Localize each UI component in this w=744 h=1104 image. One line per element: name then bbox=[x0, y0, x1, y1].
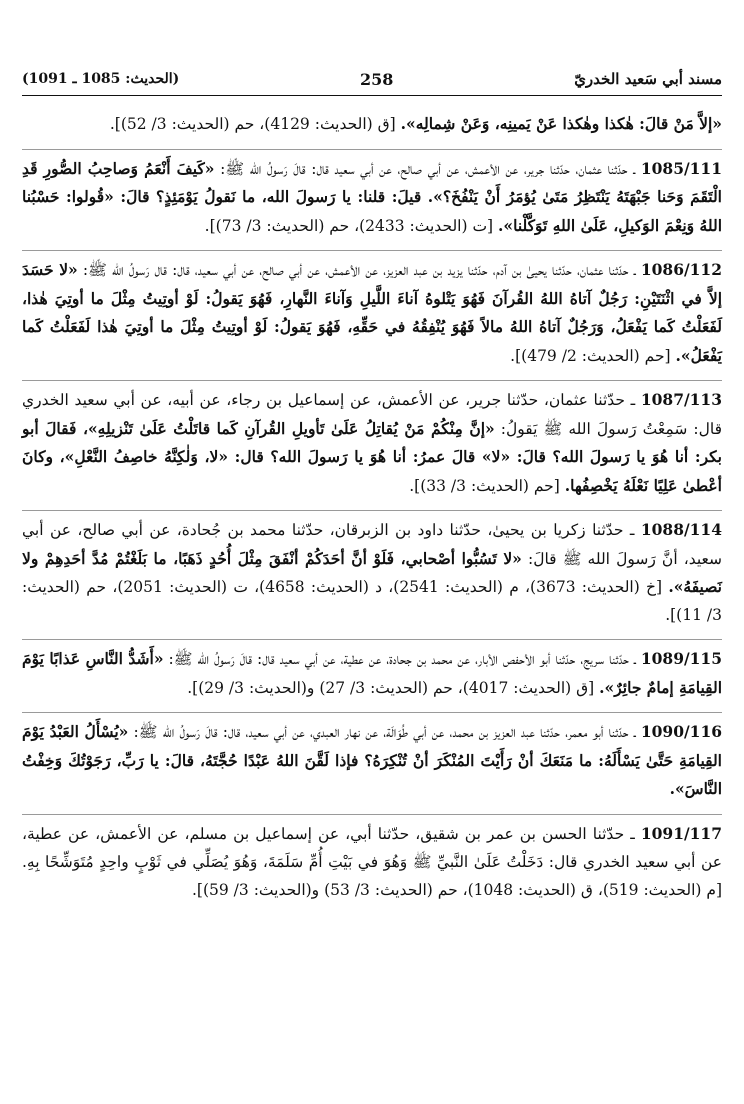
hadith-references: [ق (الحديث: 4129)، حم (الحديث: 3/ 52)]. bbox=[109, 115, 401, 133]
hadith-isnad: ـ حدّثنا عثمان، حدّثنا جرير، عن الأعمش، عن أبي صالح، عن أبي سعيد قال: قالَ رَسولُ الله ﷺ: bbox=[214, 159, 641, 178]
hadith-number: 1086/112 bbox=[640, 260, 722, 279]
hadith-isnad: ـ حدّثنا عثمان، حدّثنا يحيىٰ بن آدم، حدّثنا يزيد بن عبد العزيز، عن الأعمش، عن أبي صالح، عن أبي سعيد، قال: قال رَسولُ الله ﷺ: bbox=[77, 261, 641, 279]
hadith-references: [ت (الحديث: 2433)، حم (الحديث: 3/ 73)]. bbox=[204, 216, 499, 235]
hadith-text: «أَشَدُّ النَّاسِ عَذابًا يَوْمَ القِيامَةِ إمامٌ جائِرٌ». bbox=[22, 649, 722, 697]
hadith-isnad: ـ حدّثنا الحسن بن عمر بن شقيق، حدّثنا أبي، عن إسماعيل بن مسلم، عن الأعمش، عن عطية، عن أبي سعيد الخدري قال: دَخَلْتُ عَلَىٰ النَّبيِّ ﷺ وَهُوَ في بَيْتِ أُمِّ سَلَمَةَ، وَهُوَ يُصَلِّي في ثَوْبٍ واحِدٍ مُتَوَشِّحًا بِهِ. bbox=[22, 824, 722, 871]
hadith-entry bbox=[22, 713, 722, 815]
hadith-entry bbox=[22, 150, 722, 252]
hadith-isnad: ـ حدّثنا سريج، حدّثنا أبو الأحفص الأبار، عن محمد بن جحادة، عن عطية، عن أبي سعيد قال: قالَ رَسولُ الله ﷺ: bbox=[163, 650, 641, 668]
hadith-text: «إلاَّ مَنْ قالَ: هٰكذا وهٰكذا عَنْ يَمينِه، وَعَنْ شِمالِه». bbox=[400, 114, 722, 133]
hadith-number: 1087/113 bbox=[640, 390, 722, 409]
hadith-text: «كَيفَ أَنْعَمُ وَصاحِبُ الصُّورِ قَدِ الْتَقَمَ وَحَنا جَبْهَتَهُ يَنْتَظِرُ مَتَىٰ يُؤمَرُ أَنْ يَنْفُخَ؟». قيلَ: قلنا: يا رَسولَ الله، ما نَقولُ يَوْمَئِذٍ؟ قالَ: «قُولوا: حَسْبُنا اللهُ وَنِعْمَ الوَكيلِ، عَلَىٰ اللهِ تَوَكَّلْنا». bbox=[22, 158, 722, 235]
hadith-text: «إنَّ مِنْكُمْ مَنْ يُقاتِلُ عَلَىٰ تَأويلِ القُرآنِ كَما قاتَلْتُ عَلَىٰ تَنْزيلِهِ»، فَقالَ أبو بكر: أنا هُوَ يا رَسولَ الله؟ قالَ: «لا» قالَ عمرُ: أنا هُوَ يا رَسولَ الله؟ قال: «لا، وَلٰكِنَّهُ خاصِفُ النَّعْلِ»، وكانَ أعْطىٰ عَلِيًا نَعْلَهُ يَخْصِفُها. bbox=[22, 418, 722, 495]
hadith-text: «يُسْأَلُ العَبْدُ يَوْمَ القِيامَةِ حَتَّىٰ يَسْأَلَهُ: ما مَنَعَكَ أنْ رَأَيْتَ المُنْكَرَ أنْ تُنْكِرَهُ؟ فإذا لَقَّنَ اللهُ عَبْدًا حُجَّتَهُ، قالَ: يا رَبِّ، رَجَوْتُكَ وَخِفْتُ النَّاسَ». bbox=[22, 722, 722, 798]
hadith-references: [حم (الحديث: 3/ 33)]. bbox=[409, 476, 565, 495]
hadith-references: [ق (الحديث: 4017)، حم (الحديث: 3/ 27) و(الحديث: 3/ 29)]. bbox=[187, 678, 600, 697]
hadith-number: 1085/111 bbox=[640, 158, 722, 178]
hadith-text: «لا تَسُبُّوا أصْحابي، فَلَوْ أنَّ أحَدَكُمْ أنْفَقَ مِثْلَ أُحُدٍ ذَهَبًا، ما بَلَغْتُمْ مُدَّ أحَدِهِمْ ولا نَصيفَهُ». bbox=[22, 548, 722, 596]
hadith-entry bbox=[22, 381, 722, 511]
hadith-number: 1091/117 bbox=[640, 823, 722, 843]
hadith-entry bbox=[22, 640, 722, 713]
hadith-entry bbox=[22, 102, 722, 150]
hadith-entry bbox=[22, 251, 722, 381]
book-page bbox=[22, 66, 722, 914]
hadith-number: 1088/114 bbox=[640, 520, 722, 539]
hadith-isnad: ـ حدّثنا زكريا بن يحيىٰ، حدّثنا داود بن الزبرقان، حدّثنا محمد بن جُحادة، عن أبي صالح، عن أبي سعيد، أنَّ رَسولَ الله ﷺ قالَ: bbox=[22, 521, 723, 568]
hadith-number: 1090/116 bbox=[640, 722, 723, 741]
page-number: 258 bbox=[360, 69, 394, 89]
hadith-text: «لا حَسَدَ إلاَّ في اثْنَتَيْنِ: رَجُلٌ آتاهُ اللهُ القُرآنَ فَهُوَ يَتْلوهُ آناءَ اللَّيلِ وَآناءَ النَّهارِ، فَهُوَ يَقولُ: لَوْ أوتِيتُ مِثْلَ ما أوتِيَ هٰذا، لَفَعَلْتُ كَما يَفْعَلُ، وَرَجُلٌ آتاهُ اللهُ مالاً فَهُوَ يُنْفِقُهُ في حَقِّهِ، فَهُوَ يَقولُ: لَوْ أوتِيتُ مِثْلَ ما أوتِيَ هٰذا لَفَعَلْتُ كَما يَفْعَلُ». bbox=[22, 260, 722, 365]
hadith-isnad: ـ حدّثنا أبو معمر، حدّثنا عبد العزيز بن محمد، عن أبي طُوَالَة، عن نهار العبدي، عن أبي سعيد، قال: قالَ رَسولُ الله ﷺ: bbox=[128, 723, 641, 741]
hadith-references: [خ (الحديث: 3673)، م (الحديث: 2541)، د (الحديث: 4658)، ت (الحديث: 2051)، حم (الحديث: 3/ 11)]. bbox=[22, 578, 722, 624]
book-title: مسند أبي سَعيد الخدريّ bbox=[574, 70, 722, 88]
page-content bbox=[22, 102, 722, 914]
hadith-isnad: ـ حدّثنا عثمان، حدّثنا جرير، عن الأعمش، عن إسماعيل بن رجاء، عن أبيه، عن أبي سعيد الخدري قال: سَمِعْتُ رَسولَ الله ﷺ يَقولُ: bbox=[22, 391, 722, 438]
hadith-references: [م (الحديث: 519)، ق (الحديث: 1048)، حم (الحديث: 3/ 53) و(الحديث: 3/ 59)]. bbox=[191, 880, 722, 899]
hadith-entry bbox=[22, 815, 722, 915]
hadith-range: (الحديث: 1085 ـ 1091) bbox=[22, 71, 180, 87]
hadith-entry bbox=[22, 511, 722, 640]
hadith-number: 1089/115 bbox=[640, 649, 722, 668]
hadith-references: [حم (الحديث: 2/ 479)]. bbox=[510, 346, 676, 365]
running-header bbox=[22, 66, 722, 96]
